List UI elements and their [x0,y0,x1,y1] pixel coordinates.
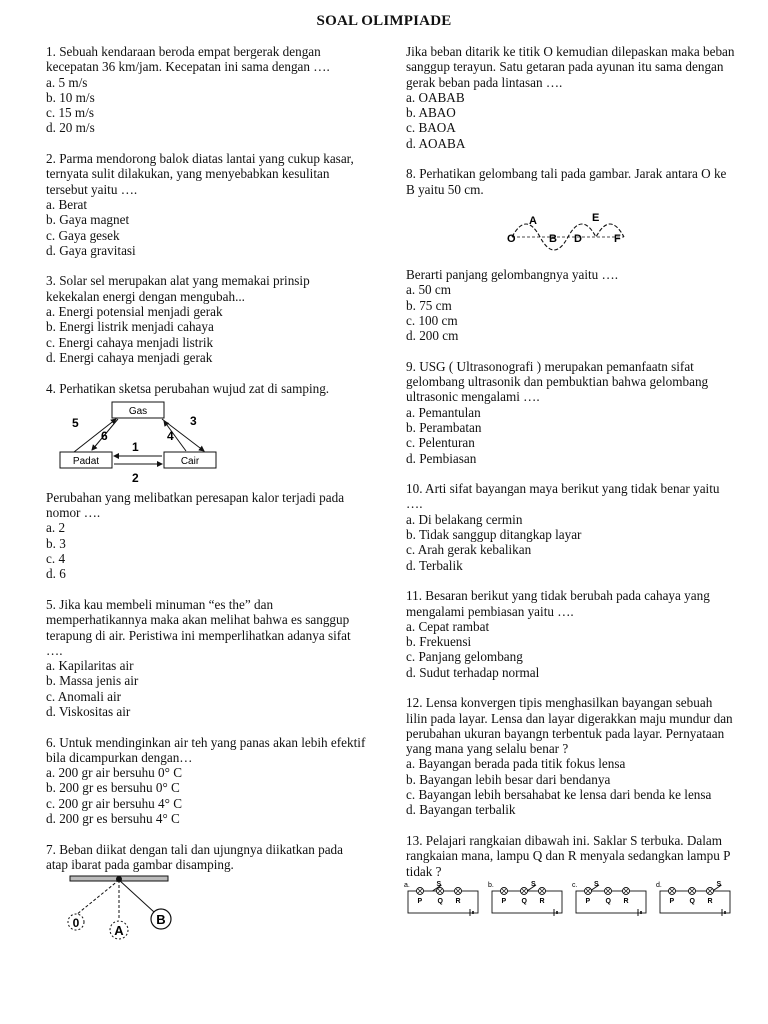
question-text-2: Perubahan yang melibatkan peresapan kalor terjadi pada nomor …. [46,489,345,521]
lamp-label: Q [689,897,695,905]
option-c: c. Panjang gelombang [406,649,523,665]
string-o [76,880,119,915]
option-d: d. AOABA [406,135,466,151]
option-c: c. Anomali air [46,688,122,704]
option-a: a. Bayangan berada pada titik fokus lensa [406,756,626,772]
option-d: d. Energi cahaya menjadi gerak [46,349,213,365]
lamp-label: Q [437,897,443,905]
lamp-label: Q [605,897,611,905]
option-b: b. Energi listrik menjadi cahaya [46,319,214,335]
question-text: 6. Untuk mendinginkan air teh yang panas akan lebih efektif bila dicampurkan dengan… [46,734,366,765]
option-c: c. Gaya gesek [46,227,120,243]
question-7-continued [406,44,736,151]
question-text: 5. Jika kau membeli minuman “es the” dan memperhatikannya maka akan melihat bahwa es sanggup terapung di air. Peristiwa ini memperlihatkan adanya sifat …. [46,596,351,658]
question-7 [46,842,366,951]
phase-change-svg [46,396,366,490]
question-text: 10. Arti sifat bayangan maya berikut yang tidak benar yaitu …. [406,481,720,512]
question-3 [46,273,366,365]
number-4: 4 [167,428,174,443]
option-b: b. 3 [46,535,66,551]
cair-label: Cair [180,455,200,467]
circuit-b [488,881,562,916]
option-c: c. Energi cahaya menjadi listrik [46,334,214,350]
lamp-label: P [669,897,675,905]
option-c: c. BAOA [406,120,456,136]
question-text: 2. Parma mendorong balok diatas lantai yang cukup kasar, ternyata sulit dilakukan, yang menyebabkan kesulitan tersebut yaitu …. [46,151,354,197]
option-d: d. 20 m/s [46,120,95,136]
circuit-diagrams [404,879,734,919]
lamp-label: P [501,897,507,905]
question-text: 13. Pelajari rangkaian dibawah ini. Saklar S terbuka. Dalam rangkaian mana, lampu Q dan R menyala sedangkan lampu P tidak ? [406,832,730,879]
option-a: a. 5 m/s [46,74,88,90]
switch-label: S [594,880,599,888]
option-c: c. 15 m/s [46,105,94,121]
option-b: b. Tidak sanggup ditangkap layar [406,527,582,543]
option-a: a. Pemantulan [406,404,481,420]
option-d: d. 6 [46,566,66,582]
circuit-c [572,881,646,916]
option-a: a. 200 gr air bersuhu 0° C [46,765,183,781]
right-column [406,44,736,934]
lamp-label: R [623,897,629,905]
circuit-a [404,881,478,916]
question-text: 1. Sebuah kendaraan beroda empat bergerak dengan kecepatan 36 km/jam. Kecepatan ini sama dengan …. [46,44,330,75]
option-b: b. Gaya magnet [46,212,130,228]
question-1 [46,44,366,136]
number-1: 1 [132,439,139,454]
option-d: d. Terbalik [406,557,463,573]
option-a: a. Cepat rambat [406,618,490,634]
label-a: A [114,923,124,939]
question-text: 4. Perhatikan sketsa perubahan wujud zat di samping. [46,380,330,396]
question-text: 8. Perhatikan gelombang tali pada gambar. Jarak antara O ke B yaitu 50 cm. [406,166,727,197]
circuit-letter: a. [404,881,410,889]
label-b: B [549,232,557,245]
option-a: a. Energi potensial menjadi gerak [46,304,223,320]
question-13 [406,833,736,919]
lamp-label: R [455,897,461,905]
lamp-label: R [707,897,713,905]
lamp-label: P [417,897,423,905]
number-3: 3 [190,413,197,428]
option-c: c. Arah gerak kebalikan [406,542,532,558]
option-b: b. Massa jenis air [46,673,139,689]
pendulum-diagram [46,872,366,950]
label-d: D [574,232,582,245]
wave-diagram [406,197,736,267]
question-text: Jika beban ditarik ke titik O kemudian dilepaskan maka beban sanggup terayun. Satu getaran pada ayunan itu sama dengan gerak beban pada lintasan …. [406,44,735,90]
label-o: O [507,232,516,245]
pendulum-svg [46,872,366,950]
option-c: c. Bayangan lebih bersahabat ke lensa dari benda ke lensa [406,787,712,803]
page-title: SOAL OLIMPIADE [316,13,452,29]
question-2 [46,151,366,258]
label-o: 0 [72,916,80,931]
option-d: d. Bayangan terbalik [406,802,516,818]
option-a: a. OABAB [406,89,465,105]
circuit-letter: c. [572,881,578,889]
option-c: c. 200 gr air bersuhu 4° C [46,795,183,811]
switch-label: S [531,880,536,888]
option-c: c. Pelenturan [406,435,475,451]
option-c: c. 100 cm [406,312,458,328]
question-9 [406,359,736,466]
lamp-label: P [585,897,591,905]
question-text-2: Berarti panjang gelombangnya yaitu …. [406,266,619,282]
label-a: A [529,214,537,227]
circuit-letter: d. [656,881,662,889]
option-d: d. 200 cm [406,328,459,344]
question-text: 3. Solar sel merupakan alat yang memakai prinsip kekekalan energi dengan mengubah... [46,273,310,304]
option-d: d. 200 gr es bersuhu 4° C [46,811,180,827]
circuit-letter: b. [488,881,494,889]
option-a: a. 50 cm [406,282,452,298]
circuits-svg [404,879,744,919]
number-2: 2 [132,470,139,485]
option-a: a. Berat [46,196,88,212]
question-8 [406,166,736,343]
lamp-label: R [539,897,545,905]
question-10 [406,481,736,573]
option-b: b. 75 cm [406,297,452,313]
question-text: 9. USG ( Ultrasonografi ) merupakan pemanfaatn sifat gelombang ultrasonik dan pembuktian bahwa gelombang ultrasonic mengalami …. [406,358,709,405]
label-f: F [614,232,621,245]
lamp-label: Q [521,897,527,905]
option-b: b. Bayangan lebih besar dari bendanya [406,771,611,787]
question-6 [46,735,366,827]
option-d: d. Viskositas air [46,703,131,719]
circuit-d [656,881,730,916]
gas-label: Gas [128,405,148,417]
option-a: a. 2 [46,520,66,536]
string-b [119,880,154,912]
left-column [46,44,366,966]
question-12 [406,695,736,817]
option-c: c. 4 [46,551,66,567]
wave-svg [406,197,736,267]
option-b: b. Perambatan [406,419,482,435]
option-b: b. 10 m/s [46,89,95,105]
question-11 [406,588,736,680]
option-b: b. Frekuensi [406,634,472,650]
option-a: a. Kapilaritas air [46,658,134,674]
option-a: a. Di belakang cermin [406,511,523,527]
number-6: 6 [101,428,108,443]
label-e: E [592,211,600,224]
phase-change-diagram [46,396,366,490]
padat-label: Padat [72,455,100,467]
option-d: d. Sudut terhadap normal [406,664,540,680]
label-b: B [156,912,166,928]
question-text: 7. Beban diikat dengan tali dan ujungnya diikatkan pada atap ibarat pada gambar disamping. [46,841,344,872]
question-text: 11. Besaran berikut yang tidak berubah pada cahaya yang mengalami pembiasan yaitu …. [406,588,710,619]
question-5 [46,597,366,719]
option-d: d. Pembiasan [406,450,477,466]
option-d: d. Gaya gravitasi [46,242,136,258]
number-5: 5 [72,415,79,430]
question-4 [46,381,366,582]
switch-label: S [436,880,442,888]
question-text: 12. Lensa konvergen tipis menghasilkan bayangan sebuah lilin pada layar. Lensa dan layar digerakkan maju mundur dan perubahan ukuran bayangn terbentuk pada layar. Pernyataan yang mana yang selalu benar ? [406,695,733,757]
option-b: b. ABAO [406,105,456,121]
switch-label: S [716,880,722,888]
option-b: b. 200 gr es bersuhu 0° C [46,780,180,796]
